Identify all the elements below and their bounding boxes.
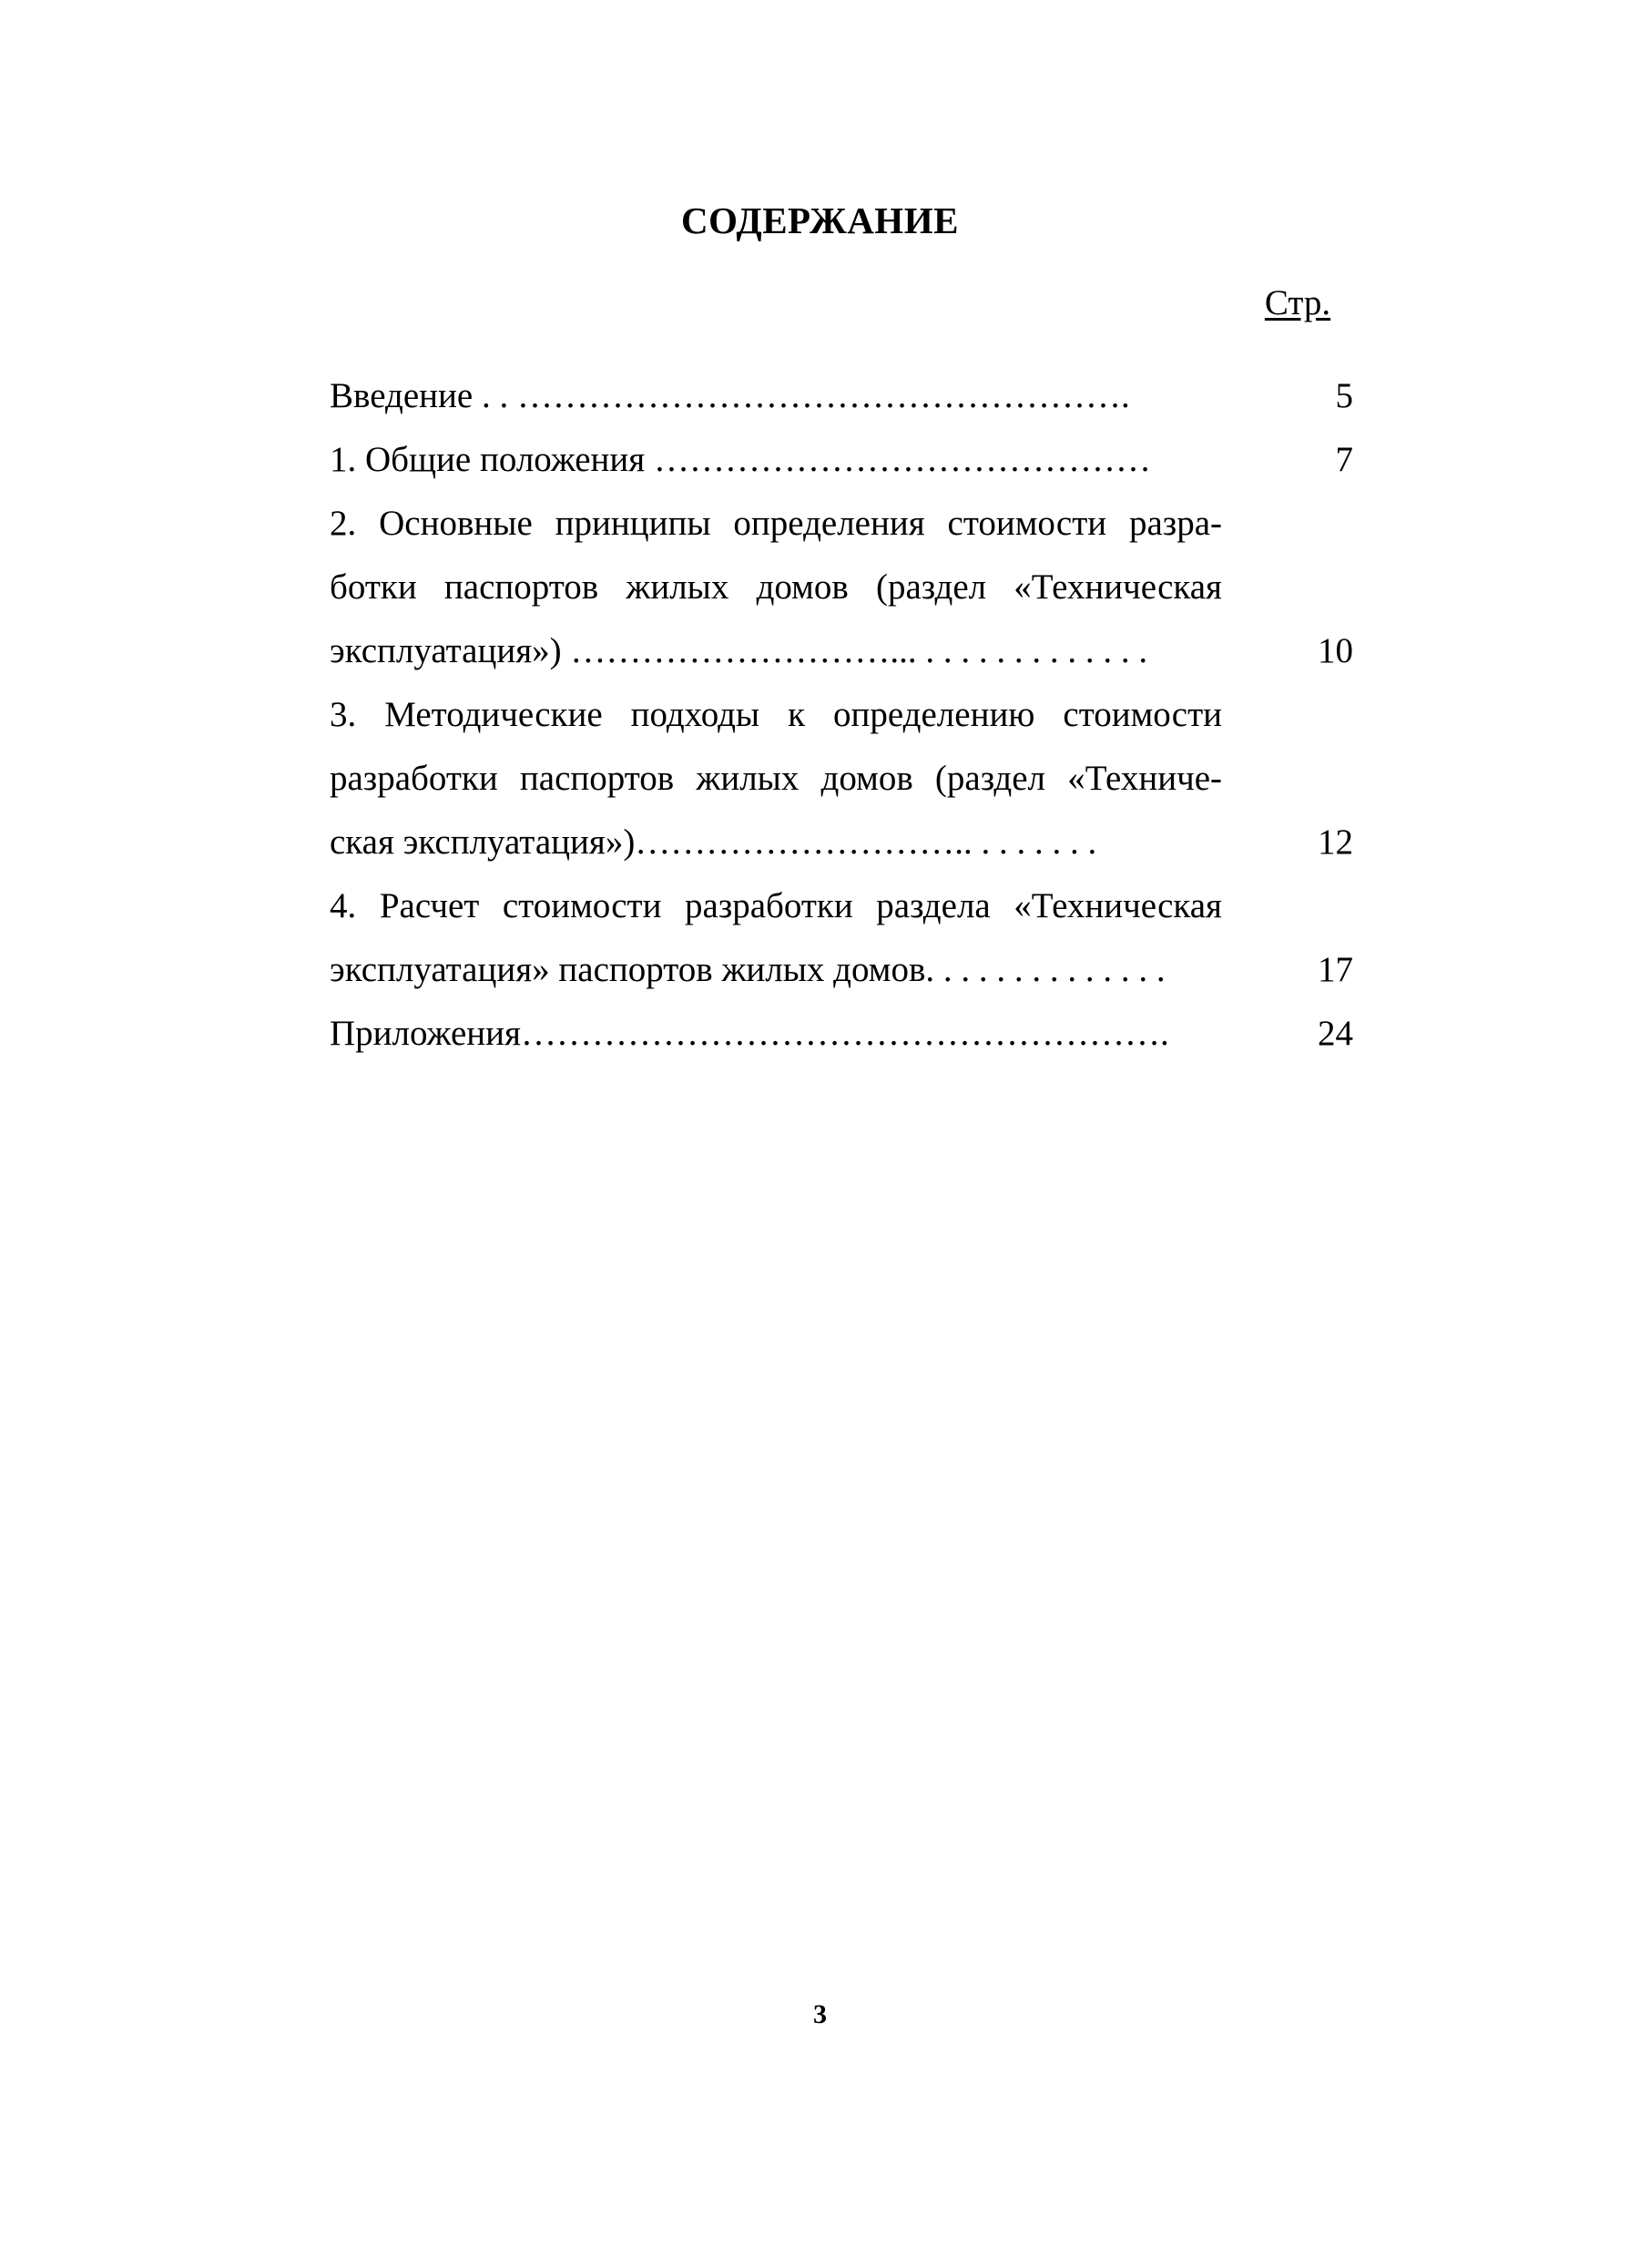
toc-entry-line: эксплуатация») ………………………... . . . . . . . . . . . . . bbox=[330, 631, 1148, 670]
toc-entry-line: ботки паспортов жилых домов (раздел «Техническая bbox=[330, 567, 1222, 607]
toc-entry-cost-calculation[interactable] bbox=[330, 874, 1359, 1002]
table-of-contents bbox=[330, 364, 1359, 1066]
toc-entry-text bbox=[330, 683, 1222, 874]
toc-entry-line: разработки паспортов жилых домов (раздел «Техниче- bbox=[330, 759, 1222, 798]
toc-entry-page: 12 bbox=[1318, 822, 1353, 862]
toc-entry-page: 7 bbox=[1335, 440, 1353, 479]
toc-entry-line: Приложения………………………………………………. bbox=[330, 1014, 1169, 1053]
toc-entry-line: 1. Общие положения …………………………………… bbox=[330, 440, 1151, 479]
toc-entry-page: 17 bbox=[1318, 950, 1353, 989]
toc-entry-line: эксплуатация» паспортов жилых домов. . . . . . . . . . . . . . bbox=[330, 950, 1166, 989]
toc-entry-line: Введение . . ……………………………………………. bbox=[330, 376, 1130, 415]
toc-entry-text bbox=[330, 428, 1222, 492]
toc-entry-line: 4. Расчет стоимости разработки раздела «Техническая bbox=[330, 886, 1222, 925]
toc-entry-line: ская эксплуатация»)……………………….. . . . . . . . bbox=[330, 822, 1097, 862]
toc-entry-introduction[interactable] bbox=[330, 364, 1359, 428]
document-title: СОДЕРЖАНИЕ bbox=[681, 199, 959, 241]
page-number: 3 bbox=[813, 1999, 827, 2029]
toc-entry-page: 5 bbox=[1335, 376, 1353, 415]
toc-entry-basic-principles[interactable] bbox=[330, 492, 1359, 683]
toc-entry-page: 10 bbox=[1318, 631, 1353, 670]
toc-entry-text bbox=[330, 874, 1222, 1002]
toc-entry-text bbox=[330, 364, 1222, 428]
toc-entry-text bbox=[330, 492, 1222, 683]
toc-entry-methodological-approaches[interactable] bbox=[330, 683, 1359, 874]
toc-entry-appendices[interactable] bbox=[330, 1002, 1359, 1066]
toc-entry-general-provisions[interactable] bbox=[330, 428, 1359, 492]
toc-entry-line: 3. Методические подходы к определению стоимости bbox=[330, 695, 1222, 734]
page-column-label: Стр. bbox=[1264, 283, 1331, 322]
toc-entry-line: 2. Основные принципы определения стоимости разра- bbox=[330, 504, 1222, 543]
toc-entry-text bbox=[330, 1002, 1222, 1066]
toc-entry-page: 24 bbox=[1318, 1014, 1353, 1053]
